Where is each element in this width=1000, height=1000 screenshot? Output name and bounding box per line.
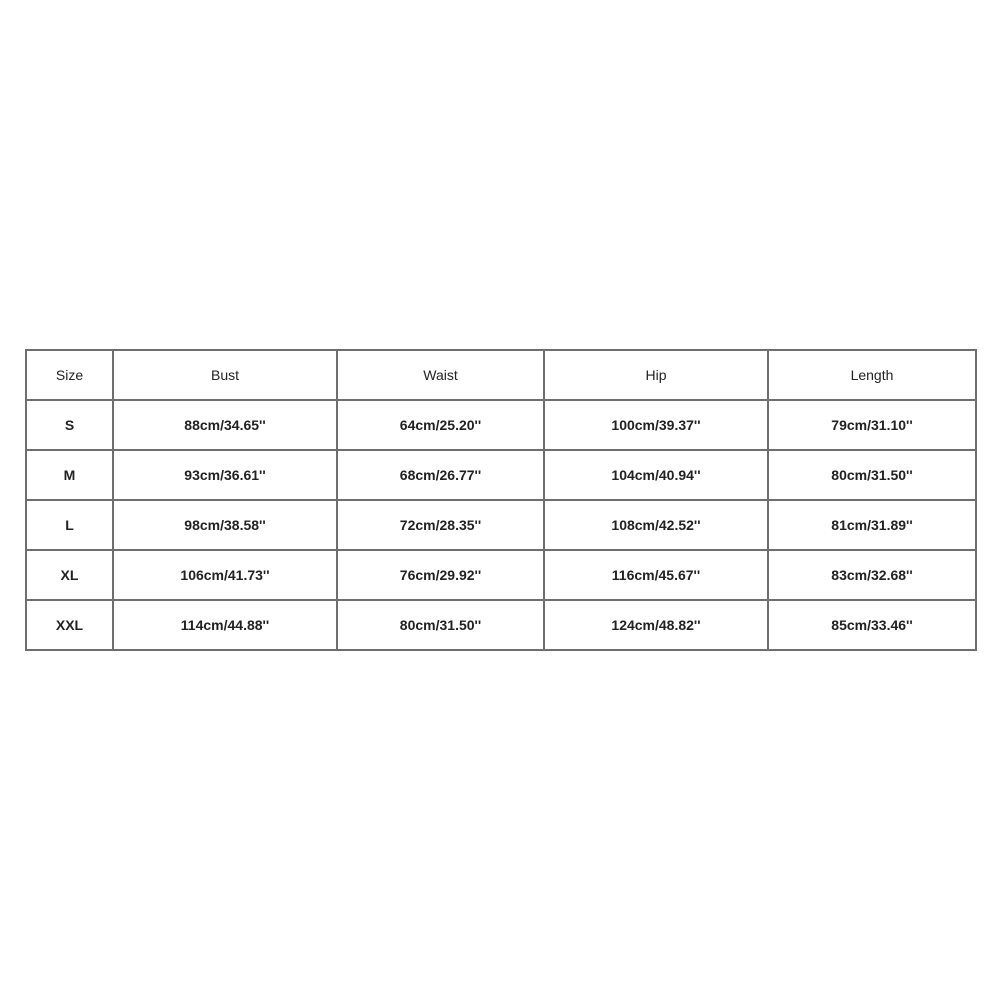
table-row (26, 500, 976, 550)
header-length: Length (768, 350, 976, 400)
cell-length: 85cm/33.46'' (768, 600, 976, 650)
size-chart-table (25, 349, 977, 651)
cell-bust: 93cm/36.61'' (113, 450, 337, 500)
cell-waist: 80cm/31.50'' (337, 600, 544, 650)
cell-size: XL (26, 550, 113, 600)
table-row (26, 450, 976, 500)
cell-bust: 106cm/41.73'' (113, 550, 337, 600)
cell-length: 79cm/31.10'' (768, 400, 976, 450)
cell-bust: 98cm/38.58'' (113, 500, 337, 550)
cell-length: 80cm/31.50'' (768, 450, 976, 500)
cell-waist: 72cm/28.35'' (337, 500, 544, 550)
cell-size: S (26, 400, 113, 450)
cell-size: XXL (26, 600, 113, 650)
cell-length: 81cm/31.89'' (768, 500, 976, 550)
cell-hip: 104cm/40.94'' (544, 450, 768, 500)
cell-bust: 88cm/34.65'' (113, 400, 337, 450)
cell-waist: 76cm/29.92'' (337, 550, 544, 600)
cell-hip: 108cm/42.52'' (544, 500, 768, 550)
header-bust: Bust (113, 350, 337, 400)
cell-hip: 124cm/48.82'' (544, 600, 768, 650)
cell-size: M (26, 450, 113, 500)
table-header-row (26, 350, 976, 400)
header-hip: Hip (544, 350, 768, 400)
table-row (26, 550, 976, 600)
cell-length: 83cm/32.68'' (768, 550, 976, 600)
header-waist: Waist (337, 350, 544, 400)
cell-hip: 116cm/45.67'' (544, 550, 768, 600)
cell-size: L (26, 500, 113, 550)
cell-waist: 68cm/26.77'' (337, 450, 544, 500)
header-size: Size (26, 350, 113, 400)
table-row (26, 600, 976, 650)
cell-bust: 114cm/44.88'' (113, 600, 337, 650)
cell-hip: 100cm/39.37'' (544, 400, 768, 450)
table-row (26, 400, 976, 450)
cell-waist: 64cm/25.20'' (337, 400, 544, 450)
